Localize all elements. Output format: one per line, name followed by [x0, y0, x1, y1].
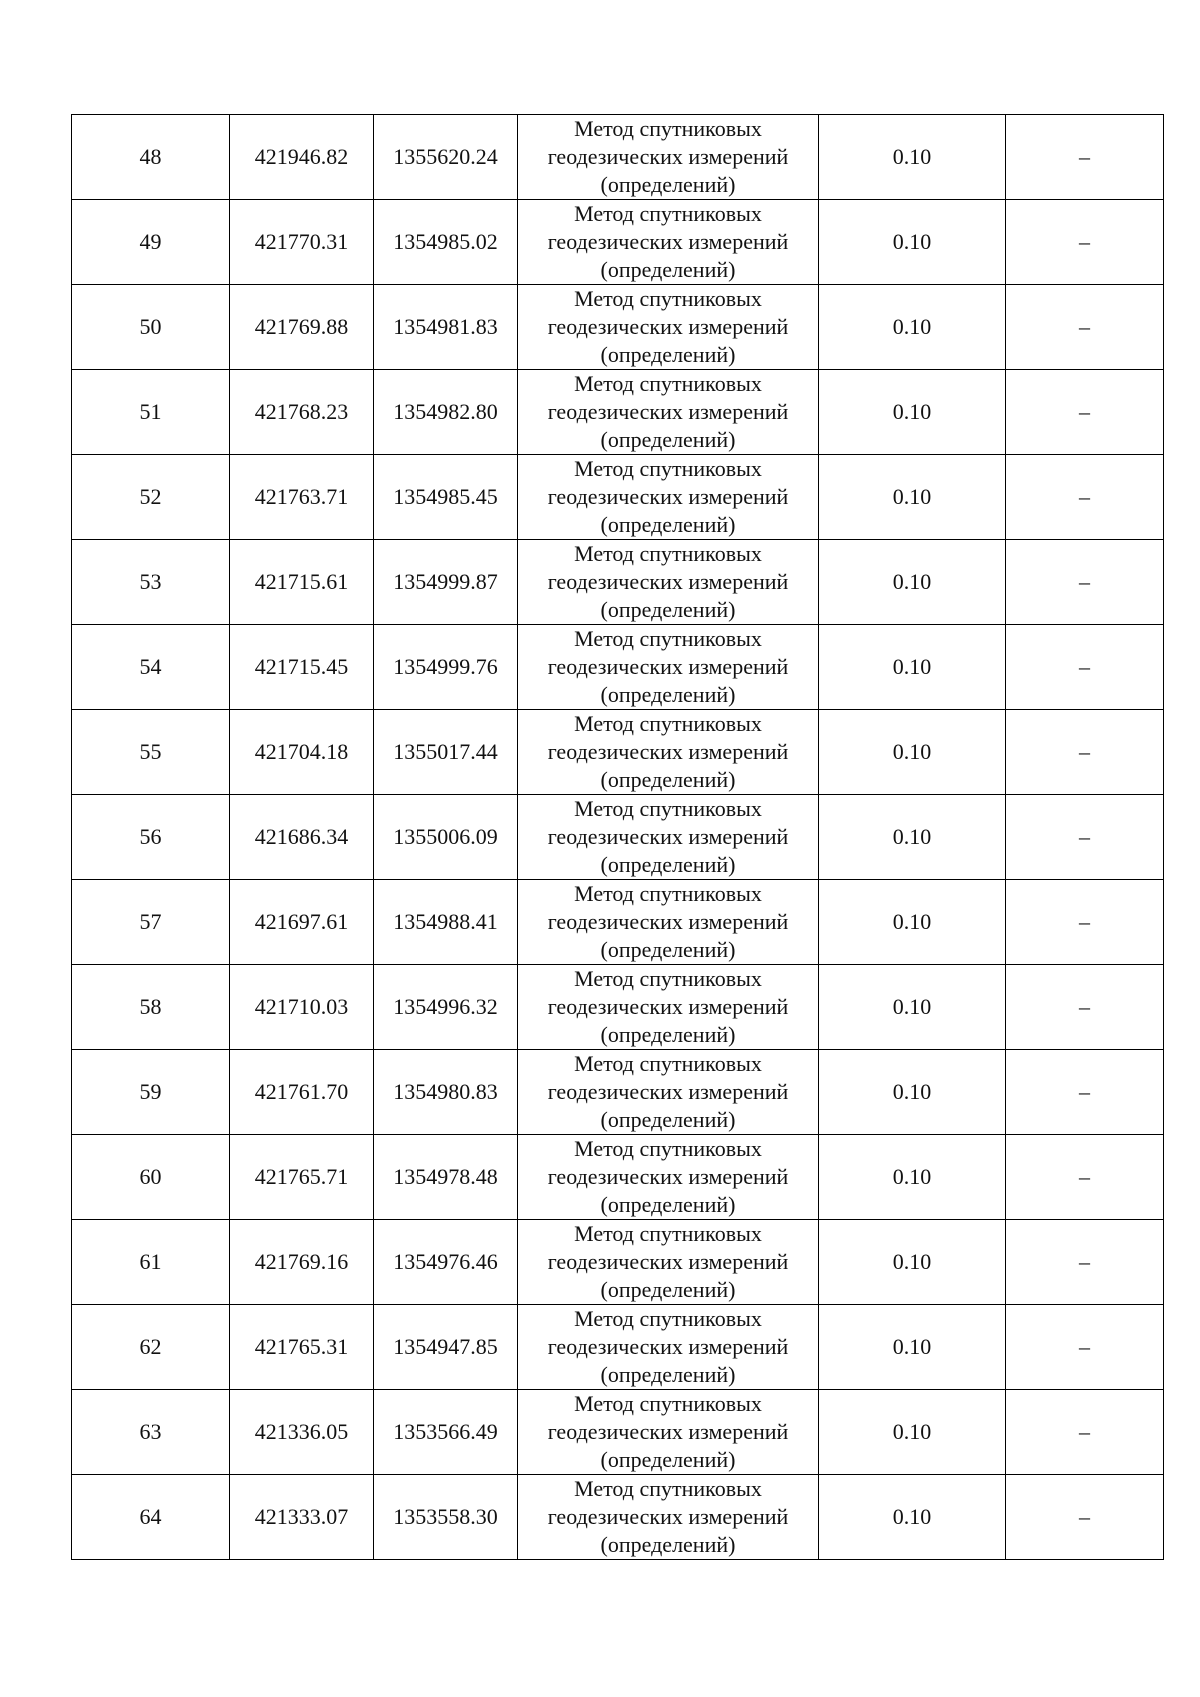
method-line: (определений): [600, 1277, 736, 1302]
table-row: [72, 200, 1164, 285]
method-line: геодезических измерений: [547, 1334, 789, 1359]
point-number-cell: 53: [72, 540, 230, 625]
table-row: [72, 625, 1164, 710]
note-cell: –: [1006, 965, 1164, 1050]
method-line: (определений): [600, 852, 736, 877]
x-coordinate-cell: 421768.23: [230, 370, 374, 455]
point-number-cell: 50: [72, 285, 230, 370]
y-coordinate-cell: 1354985.02: [374, 200, 518, 285]
x-coordinate-cell: 421769.16: [230, 1220, 374, 1305]
table-row: [72, 1305, 1164, 1390]
method-line: геодезических измерений: [547, 994, 789, 1019]
method-cell: [518, 1135, 819, 1220]
accuracy-cell: 0.10: [819, 795, 1006, 880]
y-coordinate-cell: 1354978.48: [374, 1135, 518, 1220]
method-line: (определений): [600, 1022, 736, 1047]
note-cell: –: [1006, 1390, 1164, 1475]
table-row: [72, 880, 1164, 965]
accuracy-cell: 0.10: [819, 710, 1006, 795]
x-coordinate-cell: 421765.31: [230, 1305, 374, 1390]
x-coordinate-cell: 421333.07: [230, 1475, 374, 1560]
point-number-cell: 48: [72, 115, 230, 200]
method-cell: [518, 200, 819, 285]
accuracy-cell: 0.10: [819, 115, 1006, 200]
method-line: (определений): [600, 342, 736, 367]
accuracy-cell: 0.10: [819, 1220, 1006, 1305]
method-cell: [518, 540, 819, 625]
note-cell: –: [1006, 880, 1164, 965]
method-cell: [518, 1220, 819, 1305]
point-number-cell: 59: [72, 1050, 230, 1135]
method-line: геодезических измерений: [547, 399, 789, 424]
y-coordinate-cell: 1354985.45: [374, 455, 518, 540]
note-cell: –: [1006, 795, 1164, 880]
table-row: [72, 370, 1164, 455]
accuracy-cell: 0.10: [819, 880, 1006, 965]
table-row: [72, 710, 1164, 795]
y-coordinate-cell: 1355017.44: [374, 710, 518, 795]
table-row: [72, 1220, 1164, 1305]
method-cell: [518, 115, 819, 200]
note-cell: –: [1006, 1475, 1164, 1560]
note-cell: –: [1006, 1050, 1164, 1135]
point-number-cell: 55: [72, 710, 230, 795]
method-line: геодезических измерений: [547, 569, 789, 594]
x-coordinate-cell: 421765.71: [230, 1135, 374, 1220]
y-coordinate-cell: 1354981.83: [374, 285, 518, 370]
x-coordinate-cell: 421710.03: [230, 965, 374, 1050]
note-cell: –: [1006, 285, 1164, 370]
table-row: [72, 285, 1164, 370]
x-coordinate-cell: 421761.70: [230, 1050, 374, 1135]
x-coordinate-cell: 421770.31: [230, 200, 374, 285]
x-coordinate-cell: 421686.34: [230, 795, 374, 880]
table-row: [72, 1475, 1164, 1560]
method-line: (определений): [600, 512, 736, 537]
method-line: Метод спутниковых: [574, 711, 762, 736]
method-line: геодезических измерений: [547, 1164, 789, 1189]
method-line: геодезических измерений: [547, 824, 789, 849]
y-coordinate-cell: 1354988.41: [374, 880, 518, 965]
table-row: [72, 965, 1164, 1050]
point-number-cell: 61: [72, 1220, 230, 1305]
method-cell: [518, 455, 819, 540]
table-row: [72, 1135, 1164, 1220]
method-line: Метод спутниковых: [574, 541, 762, 566]
x-coordinate-cell: 421715.61: [230, 540, 374, 625]
method-line: (определений): [600, 597, 736, 622]
accuracy-cell: 0.10: [819, 540, 1006, 625]
point-number-cell: 56: [72, 795, 230, 880]
method-cell: [518, 370, 819, 455]
method-cell: [518, 1050, 819, 1135]
note-cell: –: [1006, 455, 1164, 540]
method-line: (определений): [600, 1362, 736, 1387]
y-coordinate-cell: 1354999.76: [374, 625, 518, 710]
x-coordinate-cell: 421946.82: [230, 115, 374, 200]
point-number-cell: 49: [72, 200, 230, 285]
accuracy-cell: 0.10: [819, 370, 1006, 455]
accuracy-cell: 0.10: [819, 1475, 1006, 1560]
method-line: геодезических измерений: [547, 739, 789, 764]
method-line: геодезических измерений: [547, 484, 789, 509]
note-cell: –: [1006, 1305, 1164, 1390]
method-line: (определений): [600, 427, 736, 452]
point-number-cell: 51: [72, 370, 230, 455]
method-line: Метод спутниковых: [574, 1221, 762, 1246]
method-line: Метод спутниковых: [574, 796, 762, 821]
point-number-cell: 58: [72, 965, 230, 1050]
method-line: (определений): [600, 1107, 736, 1132]
accuracy-cell: 0.10: [819, 200, 1006, 285]
method-cell: [518, 1475, 819, 1560]
y-coordinate-cell: 1354982.80: [374, 370, 518, 455]
accuracy-cell: 0.10: [819, 965, 1006, 1050]
method-line: (определений): [600, 767, 736, 792]
method-cell: [518, 1305, 819, 1390]
method-cell: [518, 625, 819, 710]
method-line: геодезических измерений: [547, 314, 789, 339]
method-line: (определений): [600, 682, 736, 707]
coordinates-table: [71, 114, 1164, 1560]
note-cell: –: [1006, 200, 1164, 285]
accuracy-cell: 0.10: [819, 1135, 1006, 1220]
point-number-cell: 57: [72, 880, 230, 965]
method-line: (определений): [600, 172, 736, 197]
y-coordinate-cell: 1353566.49: [374, 1390, 518, 1475]
y-coordinate-cell: 1354999.87: [374, 540, 518, 625]
note-cell: –: [1006, 370, 1164, 455]
method-line: Метод спутниковых: [574, 1051, 762, 1076]
method-line: Метод спутниковых: [574, 881, 762, 906]
accuracy-cell: 0.10: [819, 1050, 1006, 1135]
method-line: (определений): [600, 1192, 736, 1217]
method-line: геодезических измерений: [547, 1079, 789, 1104]
method-line: геодезических измерений: [547, 1249, 789, 1274]
accuracy-cell: 0.10: [819, 285, 1006, 370]
note-cell: –: [1006, 1135, 1164, 1220]
point-number-cell: 64: [72, 1475, 230, 1560]
method-cell: [518, 710, 819, 795]
method-cell: [518, 795, 819, 880]
accuracy-cell: 0.10: [819, 625, 1006, 710]
method-line: (определений): [600, 1447, 736, 1472]
table-row: [72, 1390, 1164, 1475]
method-line: Метод спутниковых: [574, 371, 762, 396]
method-line: (определений): [600, 937, 736, 962]
x-coordinate-cell: 421704.18: [230, 710, 374, 795]
y-coordinate-cell: 1355620.24: [374, 115, 518, 200]
method-line: геодезических измерений: [547, 229, 789, 254]
method-cell: [518, 1390, 819, 1475]
method-line: Метод спутниковых: [574, 456, 762, 481]
y-coordinate-cell: 1354976.46: [374, 1220, 518, 1305]
y-coordinate-cell: 1353558.30: [374, 1475, 518, 1560]
table-row: [72, 1050, 1164, 1135]
point-number-cell: 62: [72, 1305, 230, 1390]
method-line: геодезических измерений: [547, 909, 789, 934]
x-coordinate-cell: 421715.45: [230, 625, 374, 710]
x-coordinate-cell: 421336.05: [230, 1390, 374, 1475]
table-row: [72, 540, 1164, 625]
method-cell: [518, 880, 819, 965]
method-line: Метод спутниковых: [574, 201, 762, 226]
method-line: Метод спутниковых: [574, 1136, 762, 1161]
y-coordinate-cell: 1354947.85: [374, 1305, 518, 1390]
method-line: Метод спутниковых: [574, 286, 762, 311]
table-row: [72, 115, 1164, 200]
method-line: (определений): [600, 1532, 736, 1557]
x-coordinate-cell: 421763.71: [230, 455, 374, 540]
coordinates-table-body: [72, 115, 1164, 1560]
method-line: (определений): [600, 257, 736, 282]
point-number-cell: 54: [72, 625, 230, 710]
note-cell: –: [1006, 540, 1164, 625]
method-line: геодезических измерений: [547, 144, 789, 169]
point-number-cell: 63: [72, 1390, 230, 1475]
y-coordinate-cell: 1355006.09: [374, 795, 518, 880]
method-line: геодезических измерений: [547, 654, 789, 679]
note-cell: –: [1006, 625, 1164, 710]
x-coordinate-cell: 421769.88: [230, 285, 374, 370]
y-coordinate-cell: 1354996.32: [374, 965, 518, 1050]
method-cell: [518, 965, 819, 1050]
note-cell: –: [1006, 710, 1164, 795]
table-row: [72, 455, 1164, 540]
method-line: Метод спутниковых: [574, 116, 762, 141]
method-line: Метод спутниковых: [574, 626, 762, 651]
table-row: [72, 795, 1164, 880]
method-line: геодезических измерений: [547, 1504, 789, 1529]
method-line: Метод спутниковых: [574, 1391, 762, 1416]
note-cell: –: [1006, 1220, 1164, 1305]
method-line: Метод спутниковых: [574, 1306, 762, 1331]
method-line: Метод спутниковых: [574, 1476, 762, 1501]
method-line: Метод спутниковых: [574, 966, 762, 991]
note-cell: –: [1006, 115, 1164, 200]
method-cell: [518, 285, 819, 370]
accuracy-cell: 0.10: [819, 1390, 1006, 1475]
point-number-cell: 60: [72, 1135, 230, 1220]
accuracy-cell: 0.10: [819, 455, 1006, 540]
accuracy-cell: 0.10: [819, 1305, 1006, 1390]
method-line: геодезических измерений: [547, 1419, 789, 1444]
y-coordinate-cell: 1354980.83: [374, 1050, 518, 1135]
x-coordinate-cell: 421697.61: [230, 880, 374, 965]
point-number-cell: 52: [72, 455, 230, 540]
